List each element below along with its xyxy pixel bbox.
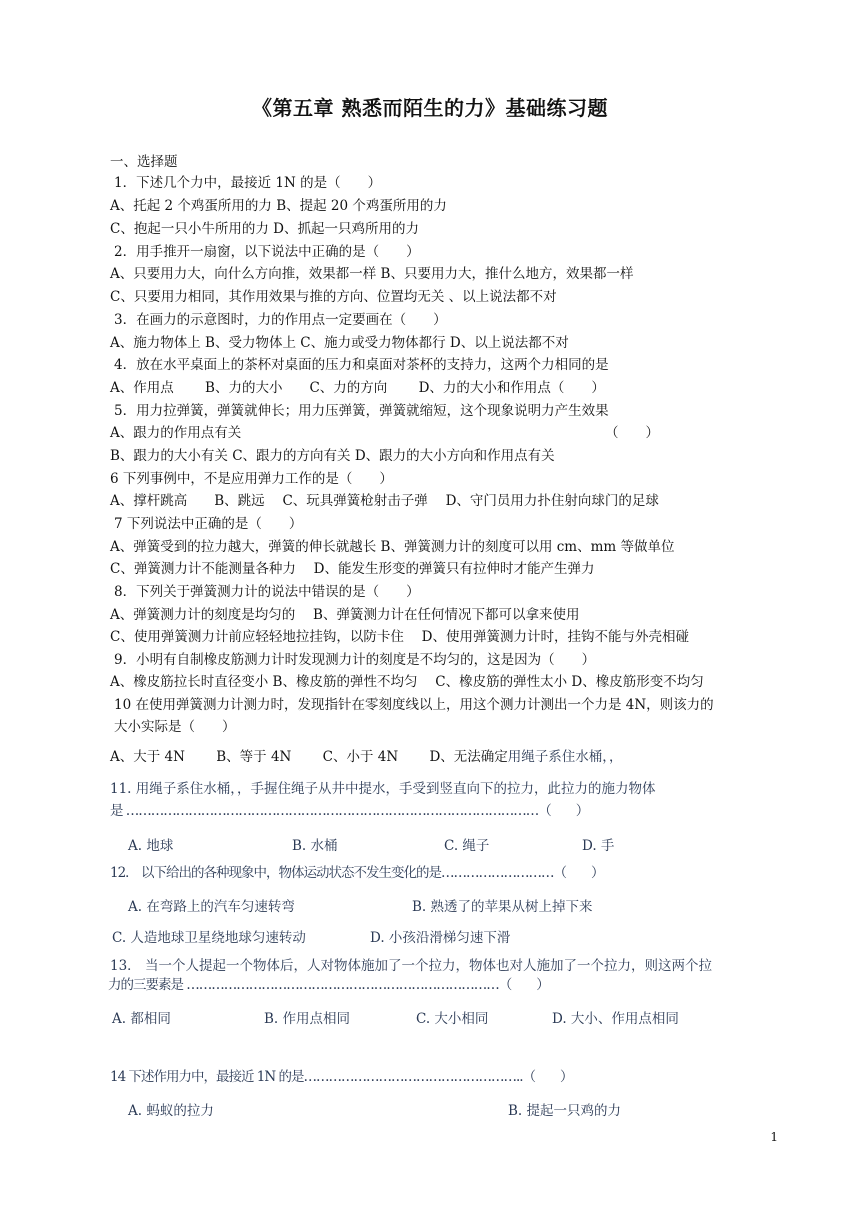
q5-option-a: A、跟力的作用点有关 (110, 425, 242, 441)
q13-option-b: B. 作用点相同 (264, 1011, 351, 1027)
q11-option-b: B. 水桶 (292, 838, 338, 854)
q3-options: A、施力物体上 B、受力物体上 C、施力或受力物体都行 D、以上说法都不对 (110, 335, 569, 351)
question-13-cont: 力的三要素是 …………………………………………………………………（ ） (108, 977, 549, 993)
q4-options: A、作用点 B、力的大小 C、力的方向 D、力的大小和作用点（ ） (110, 380, 605, 396)
q5-options-bcd: B、跟力的大小有关 C、跟力的方向有关 D、跟力的大小方向和作用点有关 (110, 448, 555, 464)
question-12: 12． 以下给出的各种现象中，物体运动状态不发生变化的是………………………（ ） (110, 865, 604, 881)
q13-option-c: C. 大小相同 (416, 1011, 489, 1027)
question-13: 13． 当一个人提起一个物体后，人对物体施加了一个拉力，物体也对人施加了一个拉力，则这两个拉 (110, 958, 712, 974)
q5-answer-blank: （ ） (605, 425, 659, 441)
question-6: 6 下列事例中，不是应用弹力工作的是（ ） (110, 471, 393, 487)
question-10-cont: 大小实际是（ ） (114, 719, 236, 735)
q12-option-c: C. 人造地球卫星绕地球匀速转动 (112, 930, 306, 946)
q8-options-cd: C、使用弹簧测力计前应轻轻地拉挂钩，以防卡住 D、使用弹簧测力计时，挂钩不能与外壳相碰 (110, 629, 689, 645)
question-8: 8．下列关于弹簧测力计的说法中错误的是（ ） (114, 584, 420, 600)
q11-option-d: D. 手 (582, 838, 615, 854)
q11-option-c: C. 绳子 (444, 838, 490, 854)
document-title: 《第五章 熟悉而陌生的力》基础练习题 (252, 96, 608, 120)
question-7: 7 下列说法中正确的是（ ） (114, 516, 303, 532)
q9-options: A、橡皮筋拉长时直径变小 B、橡皮筋的弹性不均匀 C、橡皮筋的弹性太小 D、橡皮筋形变不均匀 (110, 674, 704, 690)
question-11: 11. 用绳子系住水桶，，手握住绳子从井中提水，手受到竖直向下的拉力，此拉力的施力物体 (110, 781, 656, 797)
q8-options-ab: A、弹簧测力计的刻度是均匀的 B、弹簧测力计在任何情况下都可以拿来使用 (110, 607, 580, 623)
q13-option-a: A. 都相同 (112, 1011, 171, 1027)
q1-options-cd: C、抱起一只小牛所用的力 D、抓起一只鸡所用的力 (110, 221, 419, 237)
q10-trailing-text: 用绳子系住水桶，， (507, 749, 623, 765)
question-5: 5．用力拉弹簧，弹簧就伸长；用力压弹簧，弹簧就缩短，这个现象说明力产生效果 (114, 403, 609, 419)
q10-options-text: A、大于 4N B、等于 4N C、小于 4N D、无法确定 (110, 749, 508, 765)
question-2: 2．用手推开一扇窗，以下说法中正确的是（ ） (114, 244, 420, 260)
page-number: 1 (770, 1130, 778, 1144)
q14-option-a: A. 蚂蚁的拉力 (128, 1103, 214, 1119)
q14-option-b: B. 提起一只鸡的力 (508, 1103, 622, 1119)
question-1: 1．下述几个力中，最接近 1N 的是（ ） (114, 175, 382, 191)
q1-options-ab: A、托起 2 个鸡蛋所用的力 B、提起 20 个鸡蛋所用的力 (110, 198, 447, 214)
section-heading: 一、选择题 (110, 154, 178, 170)
q2-options-ab: A、只要用力大，向什么方向推，效果都一样 B、只要用力大，推什么地方，效果都一样 (110, 266, 634, 282)
question-14: 14 下述作用力中，最接近 1N 的是……………………………………………..（ ） (110, 1069, 573, 1085)
q12-option-b: B. 熟透了的苹果从树上掉下来 (412, 899, 593, 915)
q11-option-a: A. 地球 (128, 838, 174, 854)
question-9: 9．小明有自制橡皮筋测力计时发现测力计的刻度是不均匀的，这是因为（ ） (114, 652, 596, 668)
question-10: 10 在使用弹簧测力计测力时，发现指针在零刻度线以上，用这个测力计测出一个力是 4N，则该力的 (114, 697, 714, 713)
question-11-cont: 是 ………………………………………………………………………………………（ ） (110, 803, 589, 819)
question-4: 4．放在水平桌面上的茶杯对桌面的压力和桌面对茶杯的支持力，这两个力相同的是 (114, 357, 609, 373)
q2-options-cd: C、只要用力相同，其作用效果与推的方向、位置均无关 、以上说法都不对 (110, 289, 557, 305)
q13-option-d: D. 大小、作用点相同 (552, 1011, 679, 1027)
q7-options-ab: A、弹簧受到的拉力越大，弹簧的伸长就越长 B、弹簧测力计的刻度可以用 cm、mm 等做单位 (110, 539, 675, 555)
q12-option-d: D. 小孩沿滑梯匀速下滑 (370, 930, 511, 946)
q10-options (110, 748, 623, 766)
question-3: 3．在画力的示意图时，力的作用点一定要画在（ ） (114, 312, 447, 328)
q6-options: A、撑杆跳高 B、跳远 C、玩具弹簧枪射击子弹 D、守门员用力扑住射向球门的足球 (110, 493, 659, 509)
q7-options-cd: C、弹簧测力计不能测量各种力 D、能发生形变的弹簧只有拉伸时才能产生弹力 (110, 561, 595, 577)
q12-option-a: A. 在弯路上的汽车匀速转弯 (128, 899, 295, 915)
